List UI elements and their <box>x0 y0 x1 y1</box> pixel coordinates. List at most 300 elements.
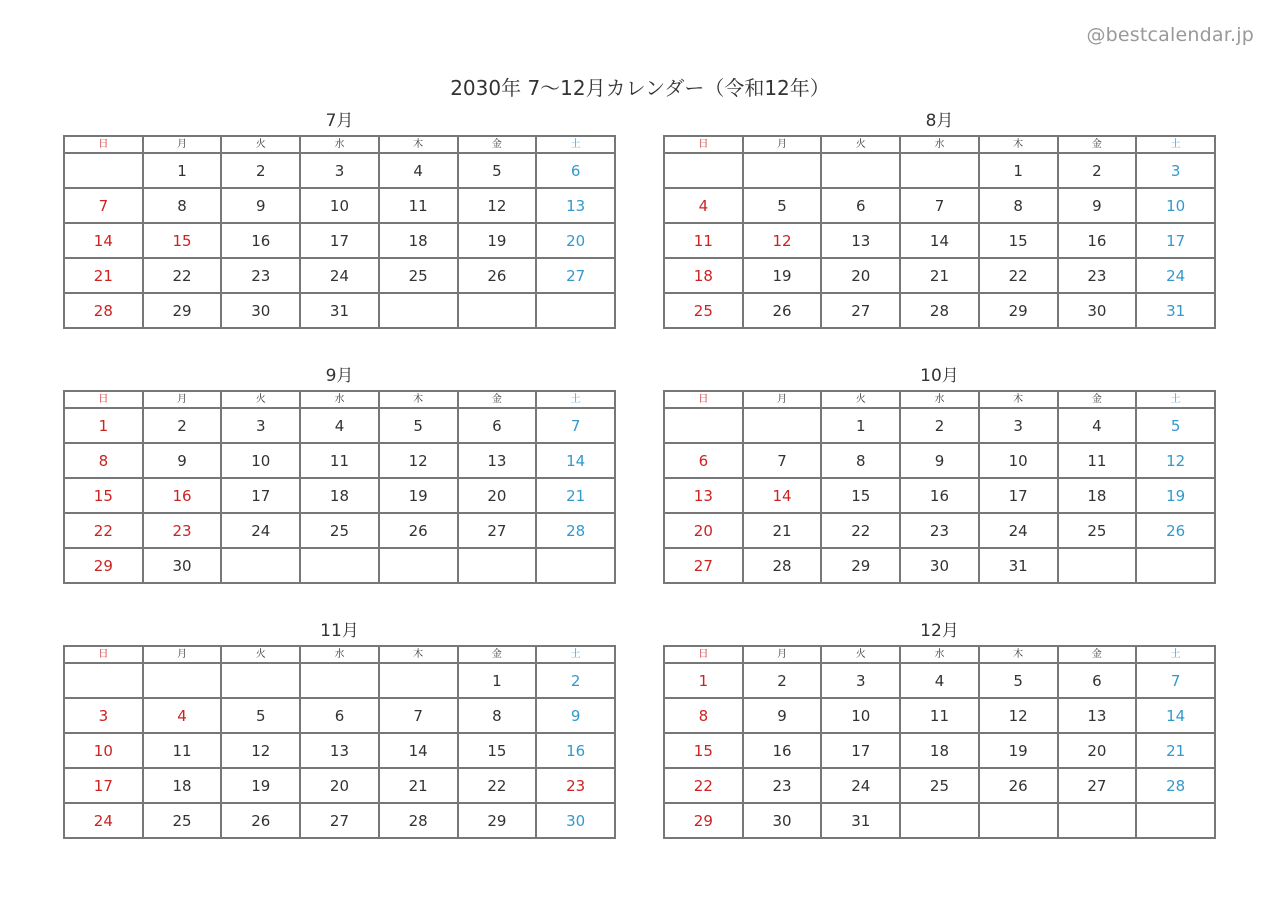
day-cell: 30 <box>221 293 300 328</box>
day-cell: 3 <box>821 663 900 698</box>
day-cell: 7 <box>1136 663 1215 698</box>
day-cell <box>979 803 1058 838</box>
day-cell: 10 <box>979 443 1058 478</box>
day-cell <box>664 408 743 443</box>
month-calendar-october <box>663 362 1216 584</box>
day-cell: 13 <box>300 733 379 768</box>
weekday-header: 月 <box>743 646 822 663</box>
month-title: 11月 <box>320 621 359 641</box>
day-cell: 11 <box>1058 443 1137 478</box>
weekday-header: 木 <box>979 136 1058 153</box>
day-cell: 28 <box>1136 768 1215 803</box>
week-row <box>664 443 1215 478</box>
month-title: 12月 <box>920 621 959 641</box>
day-cell: 19 <box>458 223 537 258</box>
day-cell: 1 <box>64 408 143 443</box>
week-row <box>664 408 1215 443</box>
day-cell: 17 <box>821 733 900 768</box>
weekday-header: 日 <box>64 646 143 663</box>
day-cell: 28 <box>379 803 458 838</box>
day-cell: 26 <box>743 293 822 328</box>
day-cell: 30 <box>900 548 979 583</box>
weekday-header: 木 <box>379 646 458 663</box>
day-cell: 29 <box>979 293 1058 328</box>
day-cell: 24 <box>979 513 1058 548</box>
weekday-header: 木 <box>379 391 458 408</box>
day-cell <box>1058 548 1137 583</box>
day-cell <box>300 663 379 698</box>
day-cell: 18 <box>1058 478 1137 513</box>
day-cell: 5 <box>743 188 822 223</box>
day-cell: 11 <box>664 223 743 258</box>
day-cell: 7 <box>379 698 458 733</box>
weekday-header: 月 <box>143 391 222 408</box>
month-calendar-september <box>63 362 616 584</box>
day-cell: 13 <box>821 223 900 258</box>
day-cell: 31 <box>979 548 1058 583</box>
day-cell <box>664 153 743 188</box>
day-cell: 19 <box>379 478 458 513</box>
day-cell: 2 <box>143 408 222 443</box>
weekday-header: 日 <box>64 391 143 408</box>
day-cell: 8 <box>821 443 900 478</box>
day-cell: 17 <box>64 768 143 803</box>
day-cell: 21 <box>1136 733 1215 768</box>
weekday-header: 月 <box>743 136 822 153</box>
day-cell: 25 <box>664 293 743 328</box>
day-cell: 13 <box>458 443 537 478</box>
day-cell: 12 <box>458 188 537 223</box>
weekday-header: 金 <box>1058 391 1137 408</box>
weekday-header: 日 <box>664 136 743 153</box>
day-cell: 18 <box>300 478 379 513</box>
week-row <box>64 188 615 223</box>
day-cell: 18 <box>900 733 979 768</box>
weekday-header: 金 <box>458 646 537 663</box>
day-cell: 30 <box>1058 293 1137 328</box>
weekday-header: 木 <box>979 646 1058 663</box>
weekday-header: 金 <box>458 136 537 153</box>
day-cell: 14 <box>900 223 979 258</box>
day-cell: 14 <box>379 733 458 768</box>
day-cell: 20 <box>1058 733 1137 768</box>
weekday-header: 月 <box>143 646 222 663</box>
day-cell: 15 <box>979 223 1058 258</box>
day-cell: 15 <box>143 223 222 258</box>
day-cell: 22 <box>458 768 537 803</box>
calendar-grid <box>663 645 1216 839</box>
day-cell: 27 <box>821 293 900 328</box>
week-row <box>64 663 615 698</box>
day-cell: 21 <box>379 768 458 803</box>
day-cell: 23 <box>143 513 222 548</box>
day-cell: 8 <box>458 698 537 733</box>
weekday-header: 日 <box>64 136 143 153</box>
day-cell: 29 <box>458 803 537 838</box>
weekday-header: 水 <box>300 391 379 408</box>
day-cell <box>379 293 458 328</box>
day-cell <box>143 663 222 698</box>
week-row <box>664 153 1215 188</box>
weekday-header: 水 <box>300 646 379 663</box>
day-cell: 14 <box>536 443 615 478</box>
weekday-header-row <box>64 391 615 408</box>
day-cell: 6 <box>664 443 743 478</box>
weekday-header-row <box>664 391 1215 408</box>
day-cell <box>379 548 458 583</box>
day-cell: 26 <box>1136 513 1215 548</box>
day-cell: 10 <box>221 443 300 478</box>
day-cell: 10 <box>64 733 143 768</box>
day-cell: 24 <box>821 768 900 803</box>
week-row <box>64 443 615 478</box>
weekday-header: 火 <box>221 391 300 408</box>
month-title: 7月 <box>325 111 354 131</box>
day-cell <box>743 153 822 188</box>
day-cell: 25 <box>143 803 222 838</box>
site-watermark: @bestcalendar.jp <box>1086 24 1254 46</box>
day-cell: 26 <box>221 803 300 838</box>
day-cell: 4 <box>143 698 222 733</box>
weekday-header: 木 <box>979 391 1058 408</box>
day-cell: 28 <box>64 293 143 328</box>
day-cell: 9 <box>900 443 979 478</box>
day-cell <box>379 663 458 698</box>
day-cell: 2 <box>1058 153 1137 188</box>
day-cell: 27 <box>664 548 743 583</box>
day-cell: 25 <box>379 258 458 293</box>
weekday-header: 火 <box>221 136 300 153</box>
day-cell: 26 <box>458 258 537 293</box>
day-cell: 10 <box>300 188 379 223</box>
weekday-header: 木 <box>379 136 458 153</box>
calendar-grid <box>63 645 616 839</box>
day-cell: 13 <box>664 478 743 513</box>
day-cell: 2 <box>900 408 979 443</box>
day-cell: 2 <box>536 663 615 698</box>
weekday-header: 土 <box>536 646 615 663</box>
weekday-header: 金 <box>1058 646 1137 663</box>
day-cell: 4 <box>1058 408 1137 443</box>
month-calendar-november <box>63 617 616 839</box>
day-cell: 18 <box>379 223 458 258</box>
day-cell: 1 <box>821 408 900 443</box>
day-cell: 27 <box>300 803 379 838</box>
day-cell: 16 <box>900 478 979 513</box>
day-cell: 19 <box>743 258 822 293</box>
week-row <box>664 223 1215 258</box>
week-row <box>64 548 615 583</box>
day-cell: 5 <box>979 663 1058 698</box>
day-cell: 3 <box>64 698 143 733</box>
week-row <box>64 408 615 443</box>
day-cell: 29 <box>821 548 900 583</box>
calendar-grid <box>663 135 1216 329</box>
calendar-grid <box>663 390 1216 584</box>
day-cell: 17 <box>221 478 300 513</box>
week-row <box>664 698 1215 733</box>
week-row <box>664 768 1215 803</box>
day-cell: 21 <box>64 258 143 293</box>
week-row <box>664 733 1215 768</box>
weekday-header: 火 <box>821 136 900 153</box>
day-cell: 1 <box>979 153 1058 188</box>
day-cell: 2 <box>743 663 822 698</box>
day-cell: 9 <box>743 698 822 733</box>
day-cell: 23 <box>743 768 822 803</box>
week-row <box>664 803 1215 838</box>
day-cell: 15 <box>821 478 900 513</box>
day-cell: 4 <box>379 153 458 188</box>
day-cell: 20 <box>458 478 537 513</box>
day-cell: 9 <box>221 188 300 223</box>
day-cell: 9 <box>536 698 615 733</box>
day-cell: 20 <box>821 258 900 293</box>
day-cell: 24 <box>300 258 379 293</box>
day-cell <box>64 663 143 698</box>
day-cell: 19 <box>221 768 300 803</box>
day-cell: 24 <box>1136 258 1215 293</box>
weekday-header: 土 <box>1136 646 1215 663</box>
day-cell: 14 <box>64 223 143 258</box>
day-cell: 12 <box>379 443 458 478</box>
week-row <box>64 223 615 258</box>
week-row <box>64 698 615 733</box>
day-cell: 13 <box>536 188 615 223</box>
day-cell: 11 <box>379 188 458 223</box>
day-cell <box>900 153 979 188</box>
day-cell: 20 <box>664 513 743 548</box>
day-cell: 6 <box>300 698 379 733</box>
month-calendar-july <box>63 107 616 329</box>
day-cell: 17 <box>1136 223 1215 258</box>
day-cell: 26 <box>979 768 1058 803</box>
day-cell: 25 <box>1058 513 1137 548</box>
weekday-header: 土 <box>536 136 615 153</box>
weekday-header: 金 <box>1058 136 1137 153</box>
day-cell: 6 <box>536 153 615 188</box>
day-cell: 16 <box>536 733 615 768</box>
week-row <box>664 548 1215 583</box>
day-cell: 4 <box>300 408 379 443</box>
day-cell: 5 <box>1136 408 1215 443</box>
week-row <box>664 188 1215 223</box>
day-cell: 29 <box>664 803 743 838</box>
day-cell: 8 <box>64 443 143 478</box>
day-cell: 7 <box>900 188 979 223</box>
day-cell: 15 <box>64 478 143 513</box>
day-cell: 15 <box>664 733 743 768</box>
day-cell: 13 <box>1058 698 1137 733</box>
day-cell: 8 <box>143 188 222 223</box>
week-row <box>64 768 615 803</box>
day-cell: 27 <box>536 258 615 293</box>
calendar-grid <box>63 135 616 329</box>
day-cell <box>221 548 300 583</box>
day-cell: 31 <box>821 803 900 838</box>
week-row <box>664 293 1215 328</box>
day-cell: 23 <box>221 258 300 293</box>
day-cell: 18 <box>664 258 743 293</box>
weekday-header: 土 <box>536 391 615 408</box>
day-cell: 27 <box>458 513 537 548</box>
weekday-header: 日 <box>664 646 743 663</box>
day-cell: 20 <box>536 223 615 258</box>
day-cell: 30 <box>143 548 222 583</box>
weekday-header: 日 <box>664 391 743 408</box>
day-cell <box>743 408 822 443</box>
day-cell: 1 <box>664 663 743 698</box>
day-cell: 5 <box>379 408 458 443</box>
day-cell: 5 <box>458 153 537 188</box>
weekday-header-row <box>664 646 1215 663</box>
weekday-header: 水 <box>900 391 979 408</box>
week-row <box>64 478 615 513</box>
weekday-header: 月 <box>143 136 222 153</box>
day-cell <box>300 548 379 583</box>
weekday-header: 土 <box>1136 136 1215 153</box>
month-calendar-august <box>663 107 1216 329</box>
day-cell: 22 <box>64 513 143 548</box>
day-cell <box>536 548 615 583</box>
day-cell: 28 <box>900 293 979 328</box>
day-cell <box>900 803 979 838</box>
day-cell <box>64 153 143 188</box>
day-cell: 25 <box>900 768 979 803</box>
day-cell: 12 <box>221 733 300 768</box>
weekday-header: 土 <box>1136 391 1215 408</box>
day-cell: 1 <box>143 153 222 188</box>
month-title: 10月 <box>920 366 959 386</box>
day-cell: 27 <box>1058 768 1137 803</box>
month-title: 9月 <box>325 366 354 386</box>
day-cell: 21 <box>536 478 615 513</box>
day-cell: 28 <box>536 513 615 548</box>
day-cell: 22 <box>821 513 900 548</box>
day-cell: 10 <box>821 698 900 733</box>
page-title: 2030年 7〜12月カレンダー（令和12年） <box>450 76 830 100</box>
day-cell: 2 <box>221 153 300 188</box>
day-cell: 16 <box>143 478 222 513</box>
day-cell: 11 <box>300 443 379 478</box>
week-row <box>64 803 615 838</box>
day-cell: 21 <box>900 258 979 293</box>
day-cell: 16 <box>221 223 300 258</box>
day-cell: 6 <box>1058 663 1137 698</box>
day-cell: 16 <box>1058 223 1137 258</box>
day-cell: 22 <box>143 258 222 293</box>
day-cell <box>458 548 537 583</box>
day-cell: 9 <box>143 443 222 478</box>
day-cell: 19 <box>979 733 1058 768</box>
day-cell: 17 <box>979 478 1058 513</box>
weekday-header: 水 <box>900 136 979 153</box>
week-row <box>64 513 615 548</box>
day-cell: 12 <box>979 698 1058 733</box>
weekday-header: 火 <box>221 646 300 663</box>
day-cell: 22 <box>664 768 743 803</box>
day-cell: 3 <box>221 408 300 443</box>
day-cell: 10 <box>1136 188 1215 223</box>
day-cell: 23 <box>1058 258 1137 293</box>
day-cell: 29 <box>143 293 222 328</box>
day-cell: 29 <box>64 548 143 583</box>
weekday-header: 火 <box>821 646 900 663</box>
day-cell: 30 <box>536 803 615 838</box>
day-cell <box>536 293 615 328</box>
day-cell: 12 <box>1136 443 1215 478</box>
weekday-header: 水 <box>900 646 979 663</box>
day-cell: 22 <box>979 258 1058 293</box>
weekday-header: 金 <box>458 391 537 408</box>
week-row <box>664 513 1215 548</box>
day-cell <box>1058 803 1137 838</box>
week-row <box>664 478 1215 513</box>
day-cell <box>821 153 900 188</box>
day-cell: 11 <box>143 733 222 768</box>
week-row <box>664 258 1215 293</box>
weekday-header-row <box>664 136 1215 153</box>
day-cell: 3 <box>1136 153 1215 188</box>
day-cell: 3 <box>300 153 379 188</box>
day-cell <box>458 293 537 328</box>
day-cell: 8 <box>664 698 743 733</box>
day-cell: 6 <box>458 408 537 443</box>
weekday-header-row <box>64 646 615 663</box>
day-cell <box>1136 548 1215 583</box>
day-cell: 3 <box>979 408 1058 443</box>
weekday-header-row <box>64 136 615 153</box>
weekday-header: 火 <box>821 391 900 408</box>
month-title: 8月 <box>925 111 954 131</box>
day-cell: 24 <box>221 513 300 548</box>
day-cell: 31 <box>1136 293 1215 328</box>
day-cell: 18 <box>143 768 222 803</box>
day-cell: 11 <box>900 698 979 733</box>
day-cell: 25 <box>300 513 379 548</box>
month-calendar-december <box>663 617 1216 839</box>
day-cell: 16 <box>743 733 822 768</box>
day-cell: 6 <box>821 188 900 223</box>
day-cell: 23 <box>536 768 615 803</box>
day-cell: 7 <box>536 408 615 443</box>
day-cell: 31 <box>300 293 379 328</box>
day-cell: 1 <box>458 663 537 698</box>
day-cell <box>221 663 300 698</box>
week-row <box>64 153 615 188</box>
day-cell: 23 <box>900 513 979 548</box>
day-cell: 5 <box>221 698 300 733</box>
day-cell: 7 <box>64 188 143 223</box>
week-row <box>64 733 615 768</box>
day-cell: 12 <box>743 223 822 258</box>
week-row <box>64 293 615 328</box>
day-cell <box>1136 803 1215 838</box>
day-cell: 4 <box>900 663 979 698</box>
day-cell: 26 <box>379 513 458 548</box>
day-cell: 14 <box>1136 698 1215 733</box>
calendar-grid <box>63 390 616 584</box>
day-cell: 20 <box>300 768 379 803</box>
week-row <box>664 663 1215 698</box>
day-cell: 9 <box>1058 188 1137 223</box>
weekday-header: 月 <box>743 391 822 408</box>
day-cell: 28 <box>743 548 822 583</box>
day-cell: 17 <box>300 223 379 258</box>
day-cell: 7 <box>743 443 822 478</box>
day-cell: 4 <box>664 188 743 223</box>
day-cell: 24 <box>64 803 143 838</box>
